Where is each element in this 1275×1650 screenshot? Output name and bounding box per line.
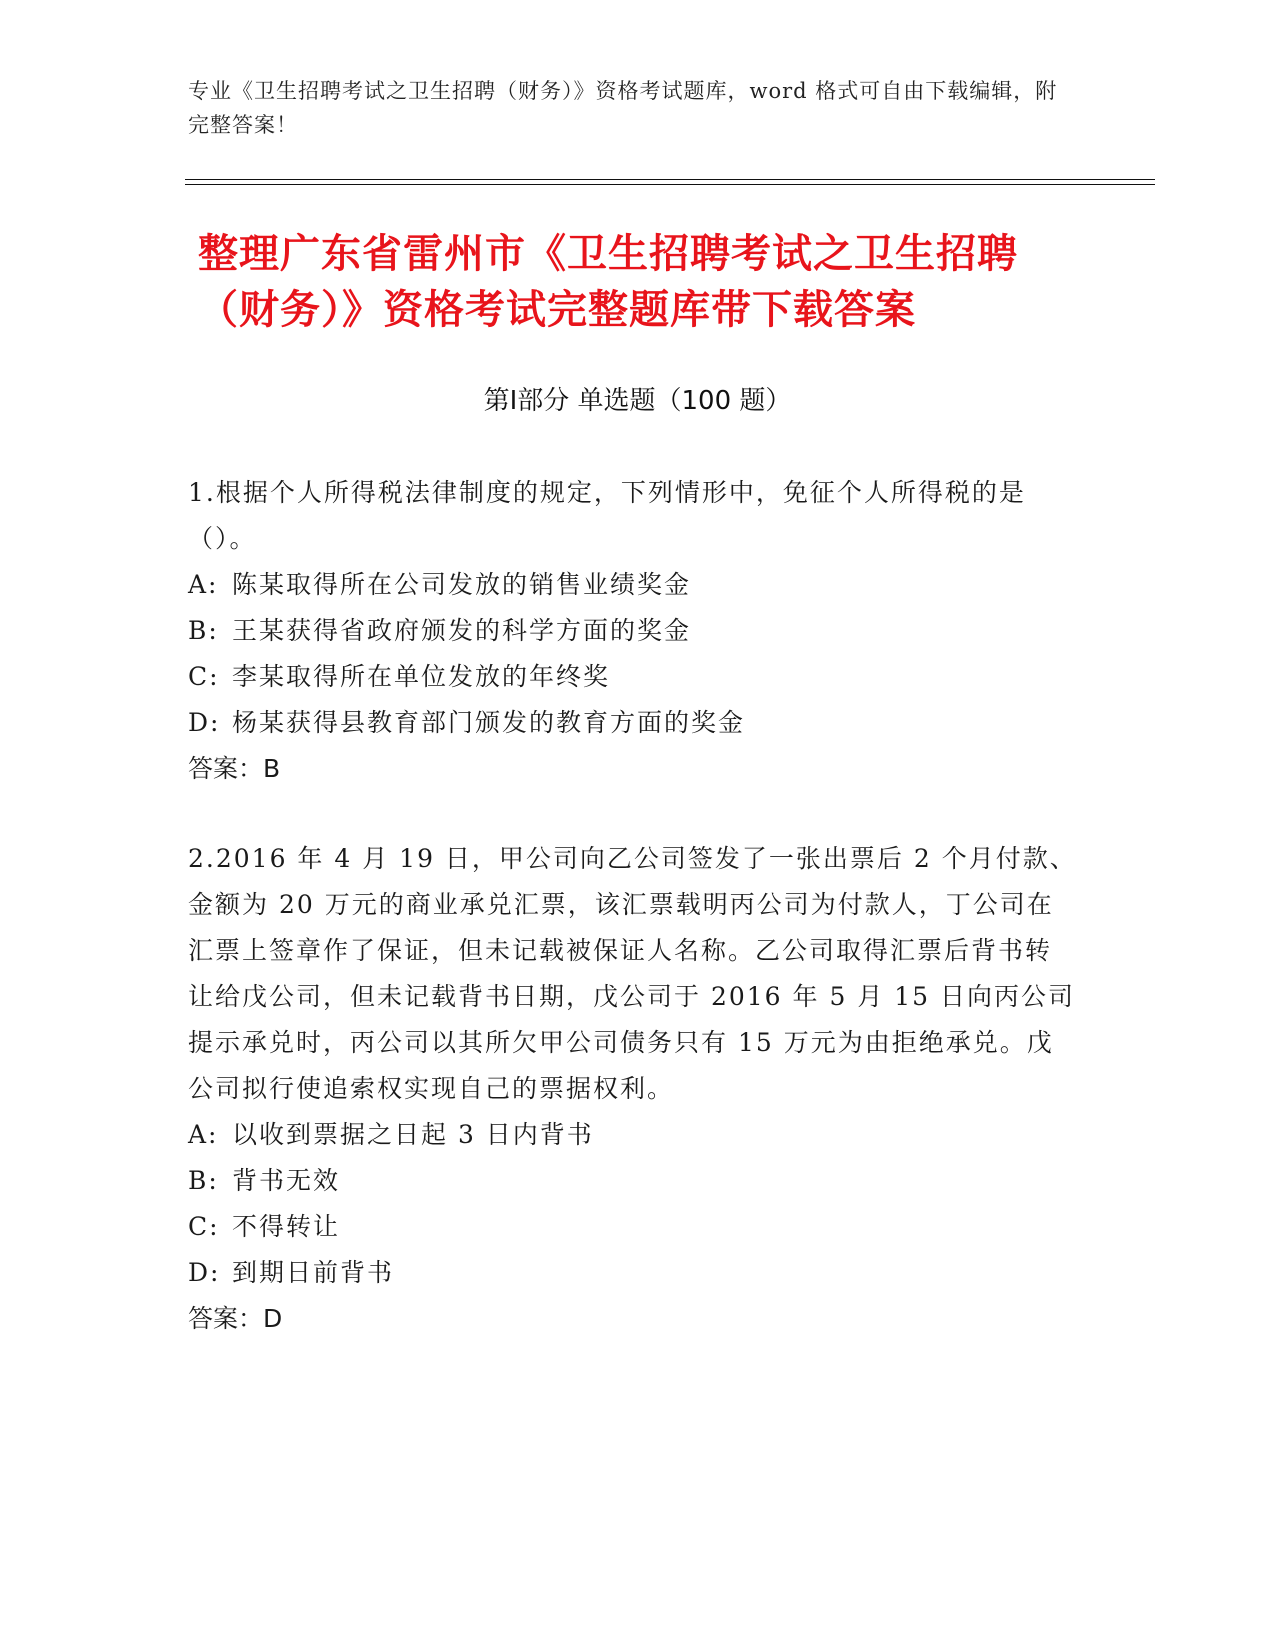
- option-text: 杨某获得县教育部门颁发的教育方面的奖金: [232, 708, 746, 737]
- option-text: 背书无效: [232, 1166, 341, 1195]
- option-letter: B:: [188, 1166, 219, 1195]
- option-letter: A:: [188, 570, 219, 599]
- option-letter: C:: [188, 662, 220, 691]
- option-text: 李某取得所在单位发放的年终奖: [232, 662, 611, 691]
- option-text: 到期日前背书: [232, 1258, 395, 1287]
- option-d: [188, 700, 1078, 746]
- option-text: 以收到票据之日起 3 日内背书: [232, 1120, 594, 1149]
- option-text: 不得转让: [232, 1212, 341, 1241]
- question-1: [188, 470, 1078, 792]
- answer-line: 答案：D: [188, 1304, 283, 1333]
- option-letter: B:: [188, 616, 219, 645]
- option-d: [188, 1250, 1078, 1296]
- option-c: [188, 1204, 1078, 1250]
- option-c: [188, 654, 1078, 700]
- section-title: 第Ⅰ部分 单选题（100 题）: [483, 386, 792, 416]
- option-a: [188, 1112, 1078, 1158]
- question-list: [188, 470, 1078, 1386]
- option-letter: D:: [188, 708, 221, 737]
- option-a: [188, 562, 1078, 608]
- option-list: [188, 1112, 1078, 1296]
- option-text: 王某获得省政府颁发的科学方面的奖金: [232, 616, 692, 645]
- header-rule-top: [185, 179, 1155, 180]
- option-b: [188, 608, 1078, 654]
- option-letter: C:: [188, 1212, 220, 1241]
- document-title: 整理广东省雷州市《卫生招聘考试之卫生招聘（财务）》资格考试完整题库带下载答案: [198, 231, 1018, 333]
- header-note: 专业《卫生招聘考试之卫生招聘（财务）》资格考试题库，word 格式可自由下载编辑，附完整答案！: [188, 79, 1058, 137]
- question-text: 2.2016 年 4 月 19 日，甲公司向乙公司签发了一张出票后 2 个月付款、金额为 20 万元的商业承兑汇票，该汇票载明丙公司为付款人，丁公司在汇票上签章作了保证，但未记载被保证人名称。乙公司取得汇票后背书转让给戊公司，但未记载背书日期，戊公司于 2016 年 5 月 15 日向丙公司提示承兑时，丙公司以其所欠甲公司债务只有 15 万元为由拒绝承兑。戊公司拟行使追索权实现自己的票据权利。: [188, 844, 1077, 1103]
- header-rule-bottom: [185, 184, 1155, 185]
- question-text: 1.根据个人所得税法律制度的规定，下列情形中，免征个人所得税的是（）。: [188, 478, 1026, 553]
- answer-line: 答案：B: [188, 754, 281, 783]
- question-2: [188, 836, 1078, 1342]
- option-b: [188, 1158, 1078, 1204]
- option-list: [188, 562, 1078, 746]
- option-text: 陈某取得所在公司发放的销售业绩奖金: [232, 570, 692, 599]
- option-letter: A:: [188, 1120, 219, 1149]
- option-letter: D:: [188, 1258, 221, 1287]
